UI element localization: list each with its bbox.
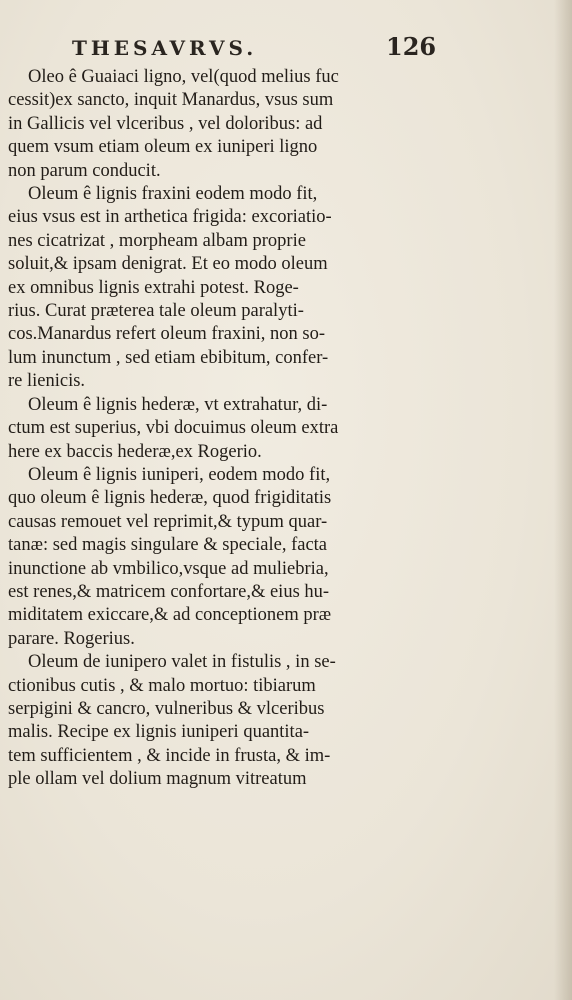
text-line: rius. Curat præterea tale oleum paralyti- [8, 301, 304, 322]
text-line: here ex baccis hederæ,ex Rogerio. [8, 441, 262, 462]
text-line: tem sufficientem , & incide in frusta, & im- [8, 745, 331, 766]
paragraph [8, 183, 412, 394]
paragraph [8, 651, 412, 791]
text-line: Oleum de iunipero valet in fistulis , in se- [28, 652, 336, 673]
text-line: ple ollam vel dolium magnum vitreatum [8, 769, 307, 790]
paragraph [8, 464, 412, 651]
text-line: non parum conducit. [8, 160, 161, 181]
text-line: Oleum ê lignis iuniperi, eodem modo fit, [28, 464, 331, 485]
paragraph [8, 66, 412, 183]
text-line: nes cicatrizat , morpheam albam proprie [8, 230, 306, 251]
text-line: cos.Manardus refert oleum fraxini, non so- [8, 324, 325, 345]
text-line: cessit)ex sancto, inquit Manardus, vsus sum [8, 90, 334, 111]
running-head: THESAVRVS. [72, 36, 258, 60]
text-line: causas remouet vel reprimit,& typum quar- [8, 511, 328, 532]
text-line: ctum est superius, vbi docuimus oleum extra [8, 418, 339, 439]
paragraph [8, 394, 412, 464]
text-line: re lienicis. [8, 371, 86, 392]
text-line: est renes,& matricem confortare,& eius hu- [8, 581, 330, 602]
text-line: quem vsum etiam oleum ex iuniperi ligno [8, 137, 318, 158]
text-line: ex omnibus lignis extrahi potest. Roge- [8, 277, 299, 298]
text-line: Oleum ê lignis hederæ, vt extrahatur, di- [28, 394, 328, 415]
text-line: tanæ: sed magis singulare & speciale, facta [8, 535, 328, 556]
text-line: malis. Recipe ex lignis iuniperi quantita- [8, 722, 310, 743]
text-line: miditatem exiccare,& ad conceptionem præ [8, 605, 332, 626]
page-header [0, 30, 572, 62]
body-text [8, 66, 412, 792]
text-line: eius vsus est in arthetica frigida: excoriatio- [8, 207, 332, 228]
text-line: Oleo ê Guaiaci ligno, vel(quod melius fuc [28, 67, 339, 87]
text-line: lum inunctum , sed etiam ebibitum, confer- [8, 347, 329, 368]
text-line: serpigini & cancro, vulneribus & vlceribus [8, 698, 325, 719]
page-edge-shadow [554, 0, 572, 1000]
text-line: in Gallicis vel vlceribus , vel doloribus: ad [8, 113, 323, 134]
text-line: inunctione ab vmbilico,vsque ad muliebria, [8, 558, 329, 579]
text-line: parare. Rogerius. [8, 628, 135, 649]
text-line: soluit,& ipsam denigrat. Et eo modo oleum [8, 254, 328, 275]
page-number: 126 [386, 32, 437, 61]
text-line: Oleum ê lignis fraxini eodem modo fit, [28, 184, 318, 205]
text-line: quo oleum ê lignis hederæ, quod frigiditatis [8, 488, 332, 509]
text-line: ctionibus cutis , & malo mortuo: tibiarum [8, 675, 316, 696]
